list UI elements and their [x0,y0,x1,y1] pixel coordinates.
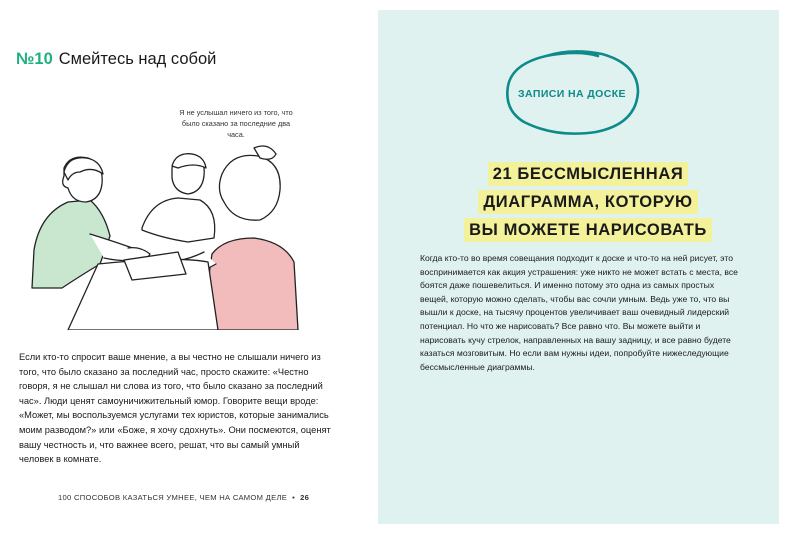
book-title: 100 СПОСОБОВ КАЗАТЬСЯ УМНЕЕ, ЧЕМ НА САМОМ ДЕЛЕ [58,493,288,502]
headline-line-1: 21 БЕССМЫСЛЕННАЯ [488,162,689,186]
center-man-body [142,198,215,242]
footer-separator: • [292,493,296,502]
center-man-hair [172,154,206,168]
chapter-number: №10 [16,50,53,68]
woman-head [219,155,280,220]
meeting-illustration [28,138,318,330]
speech-bubble-text: Я не услышал ничего из того, что было сказано за последние два часа. [179,108,293,139]
left-page [0,0,378,534]
page-number: 26 [300,493,310,502]
headline-line-3: ВЫ МОЖЕТЕ НАРИСОВАТЬ [464,218,712,242]
chapter-heading [16,50,216,69]
chapter-title: Смейтесь над собой [58,50,217,68]
right-page-panel [378,10,779,524]
stamp-label: ЗАПИСИ НА ДОСКЕ [518,88,626,100]
right-body-text: Когда кто-то во время совещания подходит к доске и что-то на ней рисует, это воспринимается как акция устрашения: уже никто не может встать с места, все боятся даже пошевелиться. И именно потому это одна из самых простых вещей, которую можно сделать, чтобы вас сочли умным. Ведь уже то, что вы вышли к доске, на тысячу процентов увеличивает ваш очевидный лидерский потенциал. Но что же нарисовать? Все равно что. Вы можете выйти и нарисовать кучу стрелок, направленных на вашу задницу, и все равно будете казаться мозговитым. Но если вам нужны идеи, попробуйте нижеследующие бессмысленные диаграммы. [420,253,738,372]
section-headline [438,160,738,244]
woman-top [208,238,299,330]
page-footer [58,493,358,502]
headline-line-2: ДИАГРАММА, КОТОРУЮ [478,190,697,214]
left-body-text: Если кто-то спросит ваше мнение, а вы честно не слышали ничего из того, что было сказано за последний час, просто скажите: «Честно говоря, я не слышал ни слова из того, что было сказано за последний час». Люди ценят самоуничижительный юмор. Говорите вещи вроде: «Может, мы воспользуемся услугами тех юристов, которые занимались моим разводом?» или «Боже, я хочу сдохнуть». Они посмеются, оценят вашу честность и, что важнее всего, решат, что вы самый умный человек в комнате. [19,352,331,465]
